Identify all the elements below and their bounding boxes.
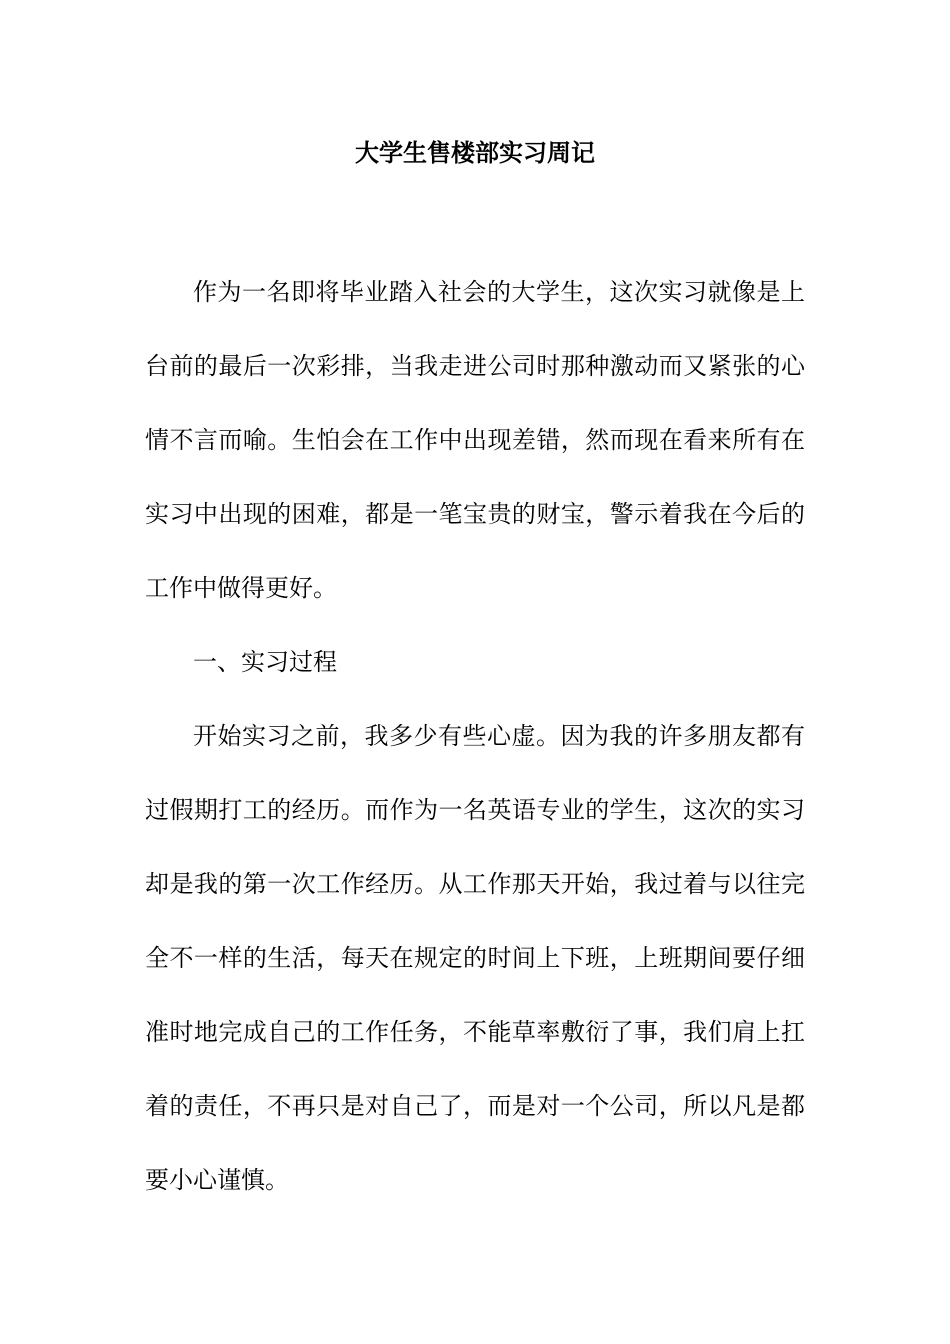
document-body [145,255,805,1217]
document-title: 大学生售楼部实习周记 [355,138,595,167]
body-paragraph: 开始实习之前，我多少有些心虚。因为我的许多朋友都有过假期打工的经历。而作为一名英语专业的学生，这次的实习却是我的第一次工作经历。从工作那天开始，我过着与以往完全不一样的生活，每天在规定的时间上下班，上班期间要仔细准时地完成自己的工作任务，不能草率敷衍了事，我们肩上扛着的责任，不再只是对自己了，而是对一个公司，所以凡是都要小心谨慎。 [145,722,805,1194]
section-heading: 一、实习过程 [193,648,337,676]
intro-paragraph: 作为一名即将毕业踏入社会的大学生，这次实习就像是上台前的最后一次彩排，当我走进公司时那种激动而又紧张的心情不言而喻。生怕会在工作中出现差错，然而现在看来所有在实习中出现的困难，都是一笔宝贵的财宝，警示着我在今后的工作中做得更好。 [145,278,805,602]
